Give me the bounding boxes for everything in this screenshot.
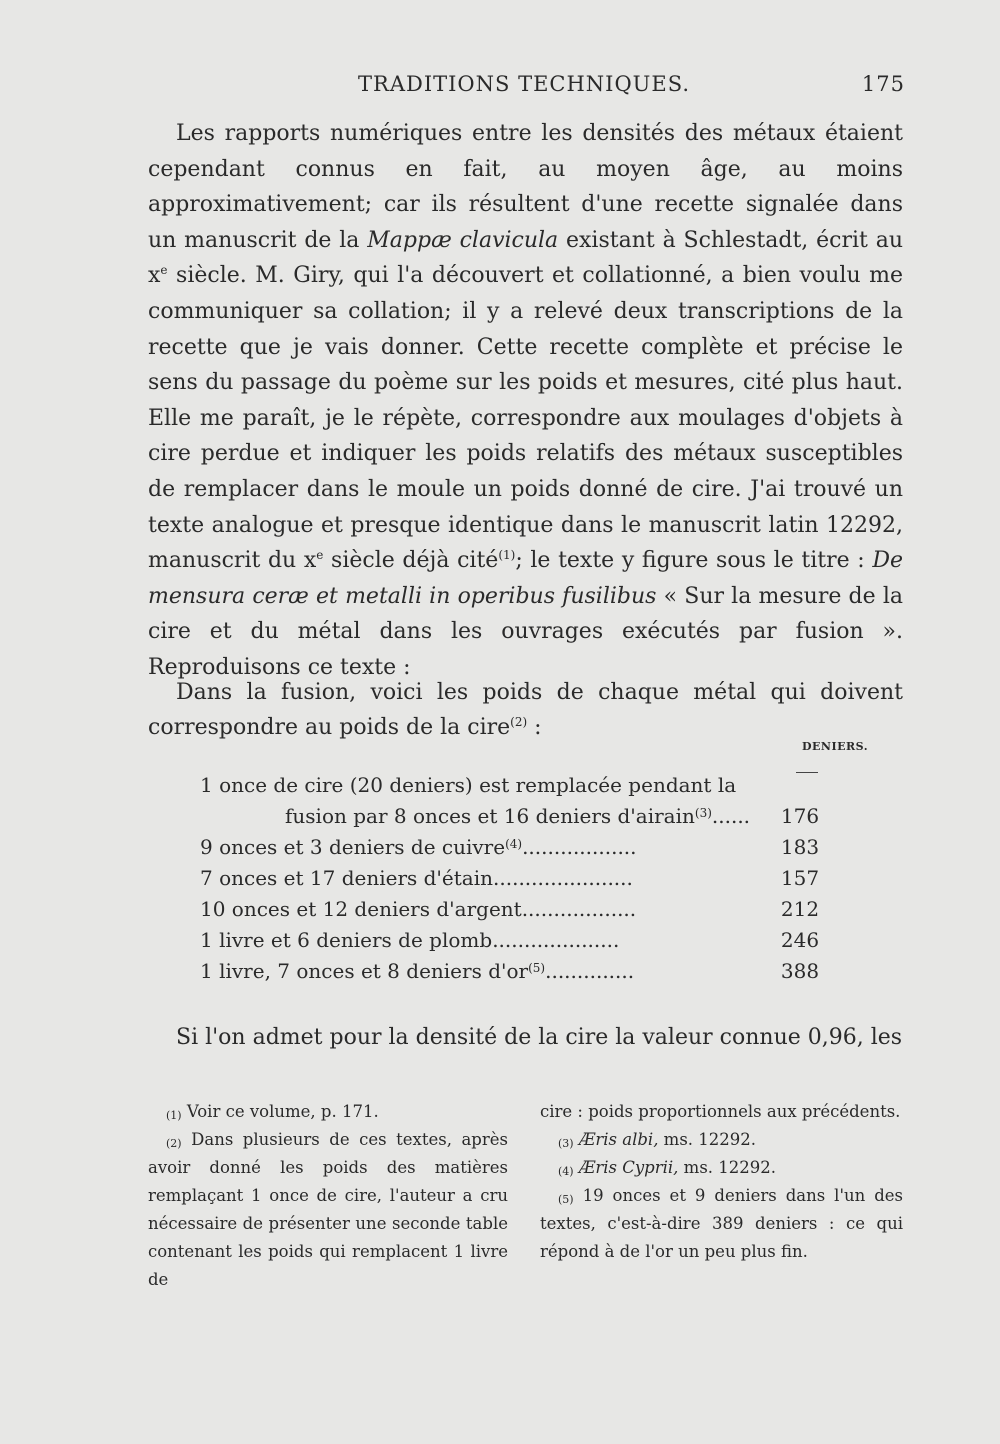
superscript: e xyxy=(316,548,324,563)
footnote-5 xyxy=(540,1182,903,1266)
row-label xyxy=(200,863,633,894)
leader-dots: .................... xyxy=(492,928,620,952)
text-run: Les rapports numériques entre les densités des métaux étaient cependant connus en fait, au moyen âge, au moins approximativement; car ils résultent d'une recette signalée dans un manuscrit de la xyxy=(148,121,903,253)
row-label xyxy=(200,956,634,987)
text-run: ; le texte y figure sous le titre : xyxy=(515,548,873,574)
footnote-number: (5) xyxy=(558,1193,574,1206)
italic-title: Mappæ clavicula xyxy=(367,227,559,253)
footnote-italic: Æris albi, xyxy=(578,1130,659,1149)
footnote-number: (3) xyxy=(558,1137,574,1150)
footnote-italic: Æris Cyprii, xyxy=(578,1158,679,1177)
row-value: 212 xyxy=(780,897,820,921)
table-intro xyxy=(148,675,903,745)
closing-line: Si l'on admet pour la densité de la cire la valeur connue 0,96, les xyxy=(176,1025,903,1050)
table-row xyxy=(200,925,830,956)
superscript: e xyxy=(160,263,168,278)
table-row xyxy=(200,956,830,987)
footnotes-left xyxy=(148,1098,508,1294)
footnote-ref: (3) xyxy=(694,806,712,820)
leader-dots: ...... xyxy=(711,804,751,828)
label-text: 7 onces et 17 deniers d'étain xyxy=(200,866,494,890)
text-run: : xyxy=(527,715,542,740)
footnote-2-continued: cire : poids proportionnels aux précédents. xyxy=(540,1102,901,1121)
paragraph-1 xyxy=(148,116,903,686)
running-header xyxy=(150,72,905,102)
leader-dots: .................. xyxy=(522,835,637,859)
footnote-text: Dans plusieurs de ces textes, après avoir donné les poids des matières remplaçant 1 once de cire, l'auteur a cru nécessaire de présenter une seconde table contenant les poids qui remplacent 1 livre de xyxy=(148,1130,508,1289)
weights-table xyxy=(200,770,830,987)
footnote-ref: (4) xyxy=(505,837,523,851)
table-row xyxy=(200,801,830,832)
footnote-text: 19 onces et 9 deniers dans l'un des textes, c'est-à-dire 389 deniers : ce qui répond à de l'or un peu plus fin. xyxy=(540,1186,904,1261)
row-value: 246 xyxy=(780,928,820,952)
footnote-ref: (5) xyxy=(528,961,546,975)
label-text: 10 onces et 12 deniers d'argent xyxy=(200,897,522,921)
leader-dots: .................. xyxy=(521,897,637,921)
row-label xyxy=(200,925,619,956)
running-title: TRADITIONS TECHNIQUES. xyxy=(358,72,691,96)
footnote-4 xyxy=(540,1154,903,1182)
footnote-ref: (2) xyxy=(510,715,528,729)
text-run: « Sur la mesure de la cire et du métal dans les ouvrages exécutés par fusion ». Reproduisons ce texte : xyxy=(148,583,903,680)
row-value: 388 xyxy=(780,959,820,983)
footnote-2 xyxy=(148,1126,508,1294)
leader-dots: ...................... xyxy=(493,866,633,890)
footnote-1 xyxy=(148,1098,508,1126)
intro-paragraph xyxy=(148,675,903,745)
footnote-3 xyxy=(540,1126,903,1154)
text-run: Dans la fusion, voici les poids de chaque métal qui doivent correspondre au poids de la cire xyxy=(148,680,903,740)
label-text: fusion par 8 onces et 16 deniers d'airain xyxy=(285,804,695,828)
row-label: 1 once de cire (20 deniers) est remplacée pendant la xyxy=(200,773,737,797)
footnote-text: Voir ce volume, p. 171. xyxy=(186,1102,379,1121)
text-run: siècle. M. Giry, qui l'a découvert et collationné, a bien voulu me communiquer sa collation; il y a relevé deux transcriptions de la recette que je vais donner. Cette recette complète et précise le sens du passage du poème sur les poids et mesures, cité plus haut. Elle me paraît, je le répète, correspondre aux moulages d'objets à cire perdue et indiquer les poids relatifs des métaux susceptibles de remplacer dans le moule un poids donné de cire. J'ai trouvé un texte analogue et presque identique dans le manuscrit latin 12292, manuscrit du x xyxy=(148,263,903,574)
footnote-text: ms. 12292. xyxy=(678,1158,777,1177)
column-header: DENIERS. xyxy=(802,740,869,753)
row-label xyxy=(200,894,636,925)
footnote-number: (1) xyxy=(166,1109,182,1122)
italic-title: De mensura ceræ et metalli in operibus fusilibus xyxy=(148,548,904,609)
row-label xyxy=(285,801,750,832)
table-row xyxy=(200,894,830,925)
row-value: 183 xyxy=(780,835,820,859)
page-number: 175 xyxy=(861,72,905,96)
main-paragraph xyxy=(148,116,903,686)
footnote-ref: (1) xyxy=(498,548,516,563)
label-text: 1 livre et 6 deniers de plomb xyxy=(200,928,493,952)
label-text: 1 livre, 7 onces et 8 deniers d'or xyxy=(200,959,529,983)
table-row xyxy=(200,770,830,801)
row-label xyxy=(200,832,637,863)
footnotes-right xyxy=(540,1098,903,1266)
table-row xyxy=(200,863,830,894)
footnote-number: (2) xyxy=(166,1137,182,1150)
footnote-number: (4) xyxy=(558,1165,574,1178)
text-run: existant à Schlestadt, écrit au x xyxy=(148,227,903,289)
label-text: 9 onces et 3 deniers de cuivre xyxy=(200,835,506,859)
text-run: siècle déjà cité xyxy=(323,548,499,574)
footnote-text: ms. 12292. xyxy=(658,1130,757,1149)
row-value: 157 xyxy=(780,866,820,890)
leader-dots: .............. xyxy=(545,959,635,983)
row-value: 176 xyxy=(780,804,820,828)
table-row xyxy=(200,832,830,863)
